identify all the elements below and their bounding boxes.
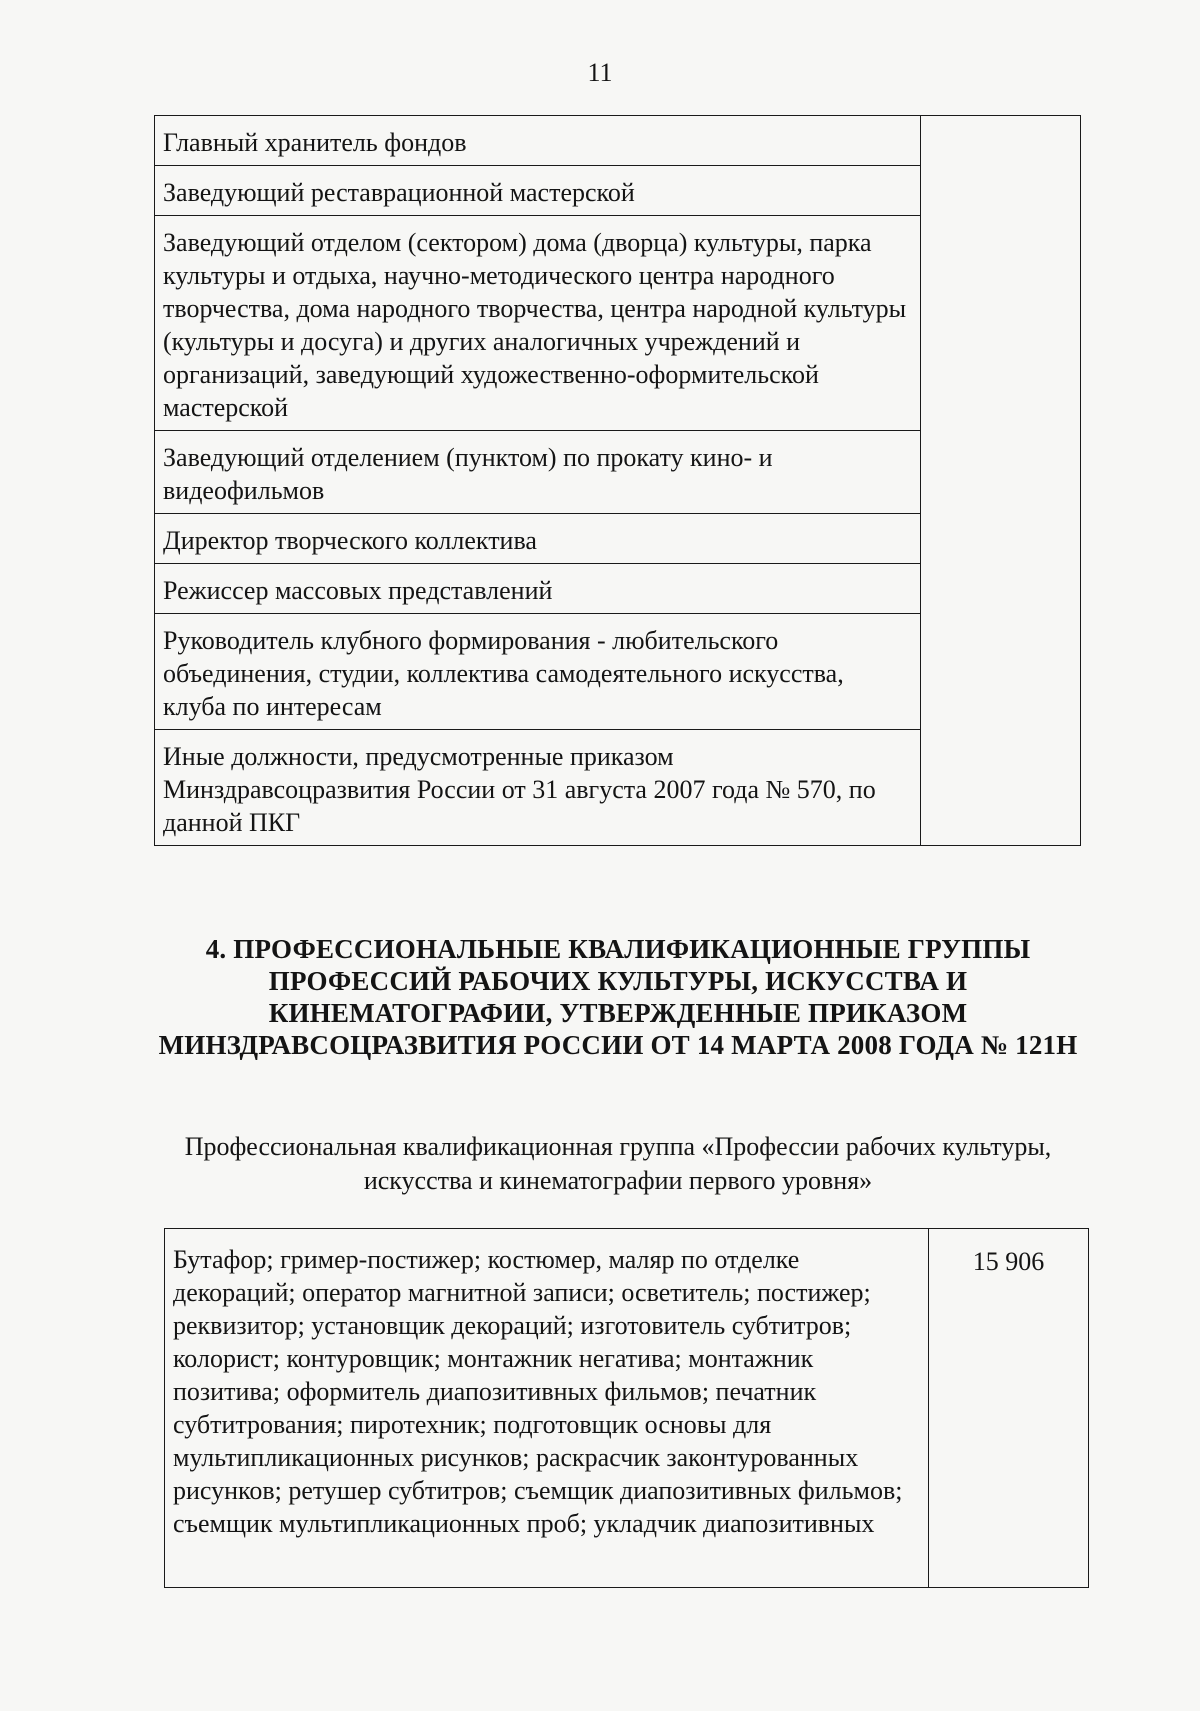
position-name: Директор творческого коллектива — [155, 514, 921, 564]
table-row — [155, 116, 1081, 166]
section-heading: 4. ПРОФЕССИОНАЛЬНЫЕ КВАЛИФИКАЦИОННЫЕ ГРУППЫ ПРОФЕССИЙ РАБОЧИХ КУЛЬТУРЫ, ИСКУССТВА И КИНЕМАТОГРАФИИ, УТВЕРЖДЕННЫЕ ПРИКАЗОМ МИНЗДРАВСОЦРАЗВИТИЯ РОССИИ ОТ 14 МАРТА 2008 ГОДА № 121Н — [158, 934, 1078, 1060]
position-name: Заведующий реставрационной мастерской — [155, 166, 921, 216]
salary-cell — [921, 116, 1081, 846]
position-name: Иные должности, предусмотренные приказом Минздравсоцразвития России от 31 августа 2007 года № 570, по данной ПКГ — [155, 730, 921, 846]
professions-table — [164, 1228, 1089, 1588]
position-name: Заведующий отделом (сектором) дома (дворца) культуры, парка культуры и отдыха, научно-методического центра народного творчества, дома народного творчества, центра народной культуры (культуры и досуга) и других аналогичных учреждений и организаций, заведующий художественно-оформительской мастерской — [155, 216, 921, 431]
salary-value: 15 906 — [929, 1229, 1089, 1588]
group-title: Профессиональная квалификационная группа «Профессии рабочих культуры, искусства и кинематографии первого уровня» — [184, 1132, 1052, 1195]
positions-table — [154, 115, 1081, 846]
page-number: 11 — [587, 58, 613, 87]
profession-list: Бутафор; гример-постижер; костюмер, маляр по отделке декораций; оператор магнитной записи; осветитель; постижер; реквизитор; установщик декораций; изготовитель субтитров; колорист; контуровщик; монтажник негатива; монтажник позитива; оформитель диапозитивных фильмов; печатник субтитрования; пиротехник; подготовщик основы для мультипликационных рисунков; раскрасчик законтурованных рисунков; ретушер субтитров; съемщик диапозитивных фильмов; съемщик мультипликационных проб; укладчик диапозитивных — [165, 1229, 929, 1588]
position-name: Главный хранитель фондов — [155, 116, 921, 166]
position-name: Режиссер массовых представлений — [155, 564, 921, 614]
position-name: Руководитель клубного формирования - любительского объединения, студии, коллектива самодеятельного искусства, клуба по интересам — [155, 614, 921, 730]
table-row — [165, 1229, 1089, 1588]
position-name: Заведующий отделением (пунктом) по прокату кино- и видеофильмов — [155, 431, 921, 514]
